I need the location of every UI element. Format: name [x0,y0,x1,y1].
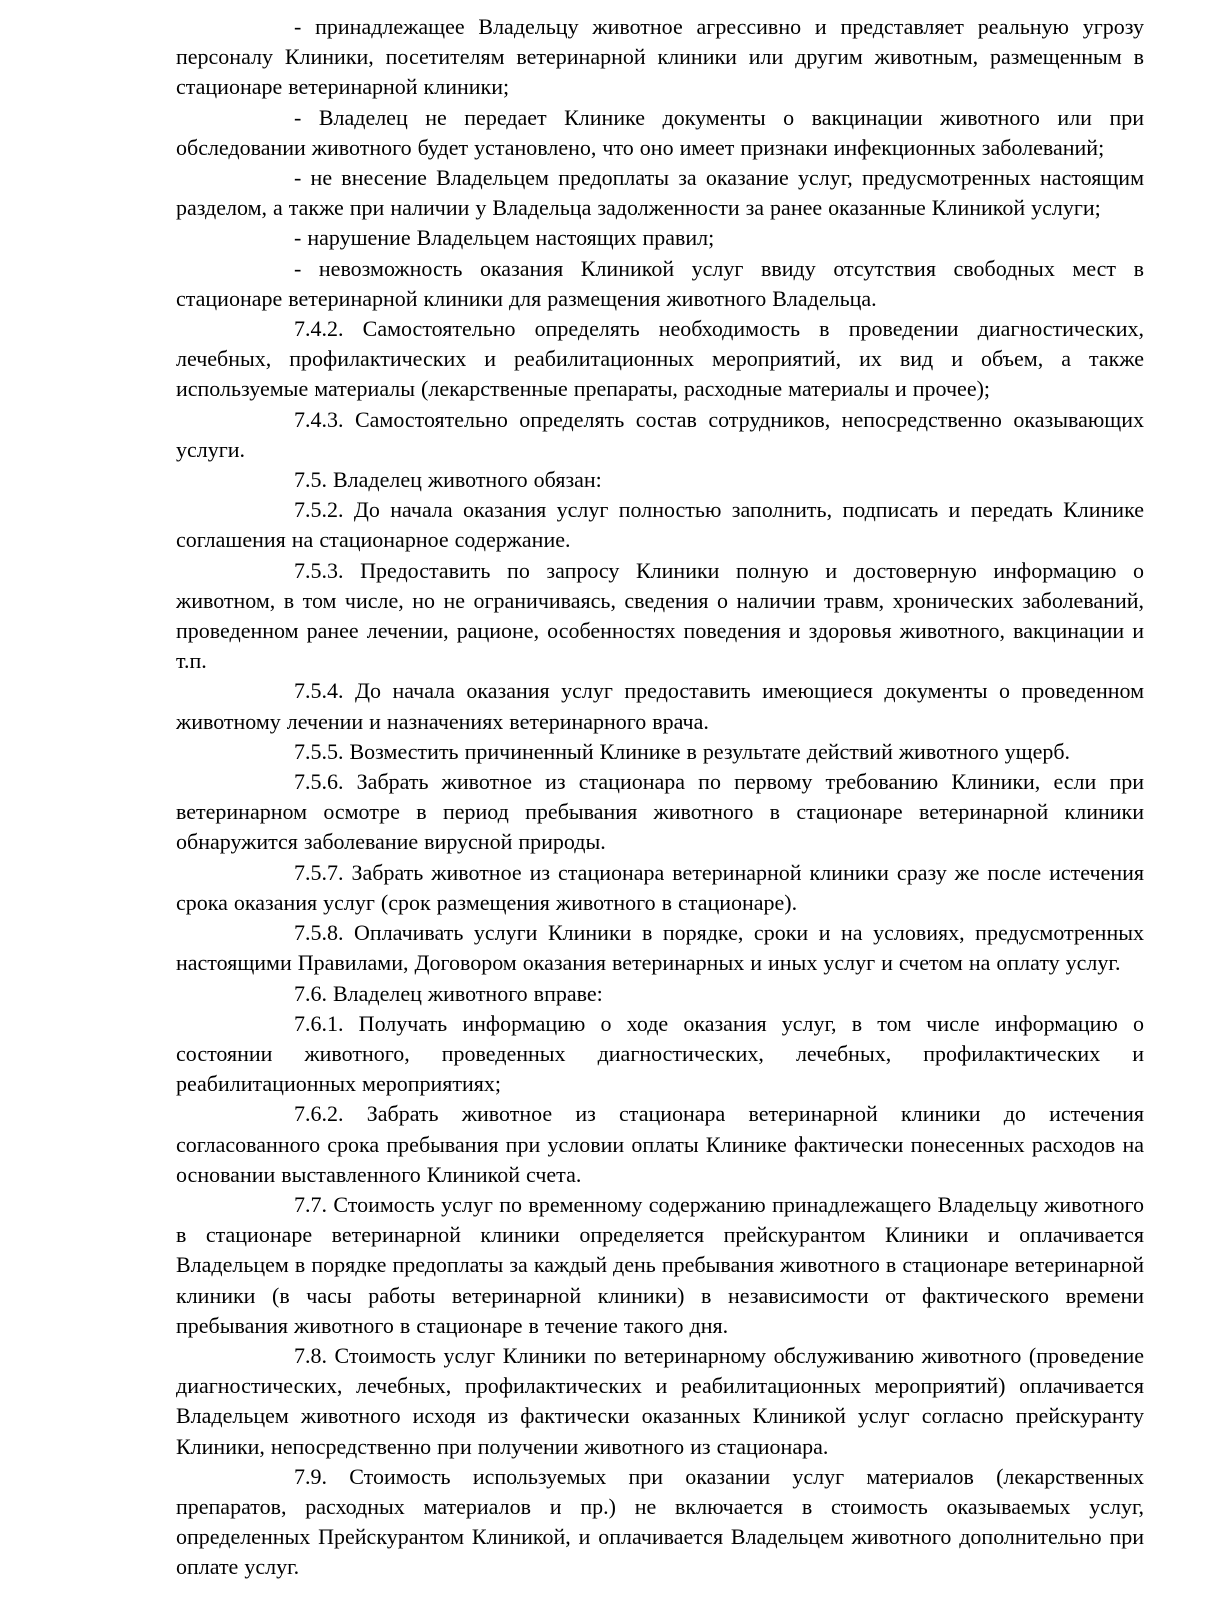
paragraph: 7.6.2. Забрать животное из стационара ветеринарной клиники до истечения согласованного срока пребывания при условии оплаты Клинике фактически понесенных расходов на основании выставленного Клиникой счета. [176,1101,1144,1187]
paragraph: 7.9. Стоимость используемых при оказании услуг материалов (лекарственных препаратов, расходных материалов и пр.) не включается в стоимость оказываемых услуг, определенных Прейскурантом Клиникой, и оплачивается Владельцем животного дополнительно при оплате услуг. [176,1463,1144,1580]
paragraph: 7.5.5. Возместить причиненный Клинике в результате действий животного ущерб. [294,738,1071,764]
paragraph: 7.4.2. Самостоятельно определять необходимость в проведении диагностических, лечебных, профилактических и реабилитационных мероприятий, их вид и объем, а также используемые материалы (лекарственные препараты, расходные материалы и прочее); [176,316,1144,402]
paragraph: 7.5.6. Забрать животное из стационара по первому требованию Клиники, если при ветеринарном осмотре в период пребывания животного в стационаре ветеринарной клиники обнаружится заболевание вирусной природы. [176,769,1144,855]
paragraph: 7.6. Владелец животного вправе: [294,980,603,1006]
paragraph: 7.5.2. До начала оказания услуг полностью заполнить, подписать и передать Клинике соглашения на стационарное содержание. [176,497,1144,553]
paragraph: 7.5.3. Предоставить по запросу Клиники полную и достоверную информацию о животном, в том числе, но не ограничиваясь, сведения о наличии травм, хронических заболеваний, проведенном ранее лечении, рационе, особенностях поведения и здоровья животного, вакцинации и т.п. [176,557,1144,674]
paragraph: 7.5.7. Забрать животное из стационара ветеринарной клиники сразу же после истечения срока оказания услуг (срок размещения животного в стационаре). [176,859,1144,915]
paragraph: 7.7. Стоимость услуг по временному содержанию принадлежащего Владельцу животного в стационаре ветеринарной клиники определяется прейскурантом Клиники и оплачивается Владельцем в порядке предоплаты за каждый день пребывания животного в стационаре ветеринарной клиники (в часы работы ветеринарной клиники) в независимости от фактического времени пребывания животного в стационаре в течение такого дня. [176,1191,1144,1338]
paragraph: 7.5.4. До начала оказания услуг предоставить имеющиеся документы о проведенном животному лечении и назначениях ветеринарного врача. [176,678,1144,734]
paragraph: 7.5. Владелец животного обязан: [294,467,602,493]
paragraph: 7.5.8. Оплачивать услуги Клиники в порядке, сроки и на условиях, предусмотренных настоящими Правилами, Договором оказания ветеринарных и иных услуг и счетом на оплату услуг. [176,920,1144,976]
paragraph: - Владелец не передает Клинике документы о вакцинации животного или при обследовании животного будет установлено, что оно имеет признаки инфекционных заболеваний; [176,104,1144,160]
paragraph: - не внесение Владельцем предоплаты за оказание услуг, предусмотренных настоящим разделом, а также при наличии у Владельца задолженности за ранее оказанные Клиникой услуги; [176,165,1144,221]
document-body [176,12,1144,1583]
paragraph: 7.8. Стоимость услуг Клиники по ветеринарному обслуживанию животного (проведение диагностических, лечебных, профилактических и реабилитационных мероприятий) оплачивается Владельцем животного исходя из фактически оказанных Клиникой услуг согласно прейскуранту Клиники, непосредственно при получении животного из стационара. [176,1342,1144,1459]
paragraph: 7.6.1. Получать информацию о ходе оказания услуг, в том числе информацию о состоянии животного, проведенных диагностических, лечебных, профилактических и реабилитационных мероприятиях; [176,1010,1144,1097]
paragraph: - принадлежащее Владельцу животное агрессивно и представляет реальную угрозу персоналу Клиники, посетителям ветеринарной клиники или другим животным, размещенным в стационаре ветеринарной клиники; [176,14,1144,100]
paragraph: - нарушение Владельцем настоящих правил; [294,225,715,251]
paragraph: - невозможность оказания Клиникой услуг ввиду отсутствия свободных мест в стационаре ветеринарной клиники для размещения животного Владельца. [176,255,1144,311]
paragraph: 7.4.3. Самостоятельно определять состав сотрудников, непосредственно оказывающих услуги. [176,406,1144,462]
